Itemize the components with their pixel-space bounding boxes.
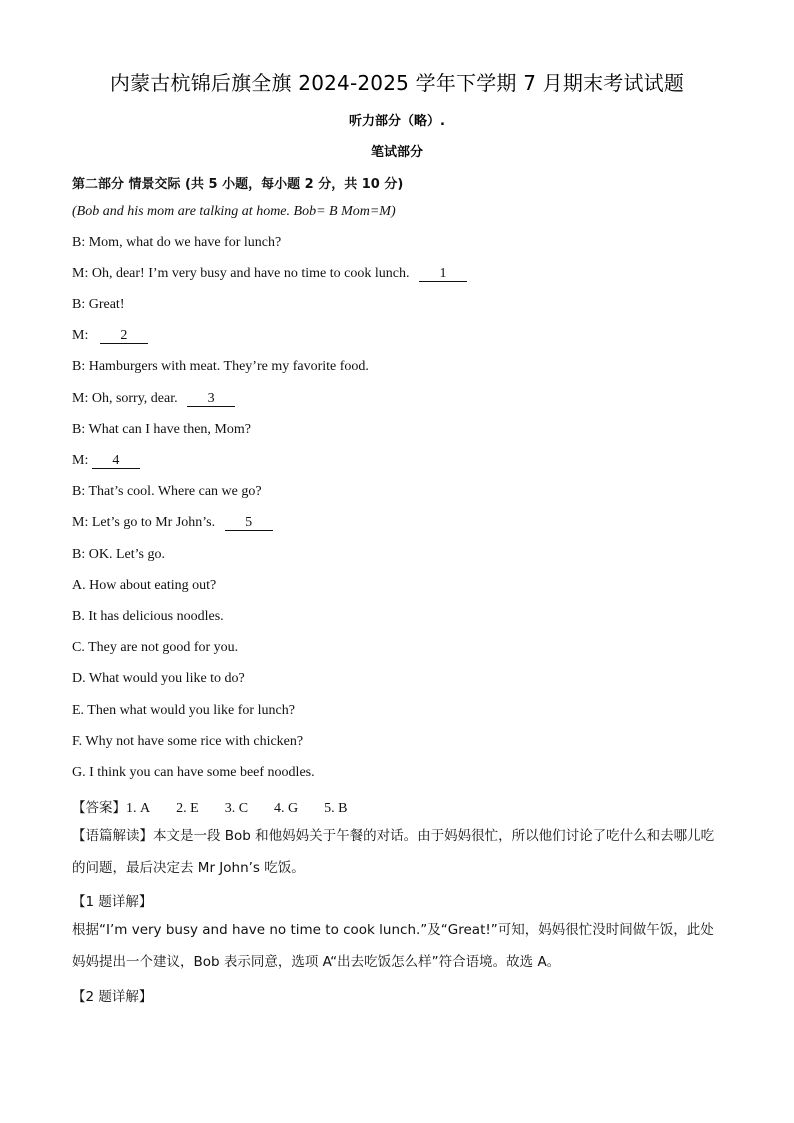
dialogue-text: B: That’s cool. Where can we go? xyxy=(72,484,262,499)
option-c: C. They are not good for you. xyxy=(72,640,239,655)
page-title: 内蒙古杭锦后旗全旗 2024-2025 学年下学期 7 月期末考试试题 xyxy=(109,71,685,95)
answer-item: 5. B xyxy=(324,801,348,816)
listening-section-title: 听力部分（略）. xyxy=(349,114,445,129)
dialogue-text: M: xyxy=(72,328,89,343)
dialogue-text: M: xyxy=(72,453,89,468)
answer-line xyxy=(72,796,374,817)
dialogue-text: B: Mom, what do we have for lunch? xyxy=(72,235,282,250)
dialogue-line-10 xyxy=(72,515,273,531)
answer-item: 3. C xyxy=(224,801,249,816)
option-g: G. I think you can have some beef noodles. xyxy=(72,765,315,780)
answer-blank-1[interactable]: 1 xyxy=(419,267,467,282)
option-b: B. It has delicious noodles. xyxy=(72,609,224,624)
dialogue-line-11 xyxy=(72,547,165,563)
analysis-label: 【语篇解读】 xyxy=(72,828,153,844)
answer-blank-3[interactable]: 3 xyxy=(187,392,235,407)
dialogue-line-7 xyxy=(72,422,251,438)
dialogue-text: B: OK. Let’s go. xyxy=(72,547,165,562)
q1-detail-label: 【1 题详解】 xyxy=(72,894,153,910)
answer-blank-5[interactable]: 5 xyxy=(225,516,273,531)
dialogue-text: B: Great! xyxy=(72,297,125,312)
dialogue-line-5 xyxy=(72,359,369,375)
dialogue-intro: (Bob and his mom are talking at home. Bob= B Mom=M) xyxy=(72,204,396,219)
answer-item: 2. E xyxy=(176,801,199,816)
answer-label: 【答案】 xyxy=(72,800,126,816)
dialogue-text: M: Let’s go to Mr John’s. xyxy=(72,515,216,530)
dialogue-line-8 xyxy=(72,453,140,469)
dialogue-text: M: Oh, dear! I’m very busy and have no time to cook lunch. xyxy=(72,266,410,281)
dialogue-line-3 xyxy=(72,297,124,313)
option-f: F. Why not have some rice with chicken? xyxy=(72,734,304,749)
dialogue-text: B: What can I have then, Mom? xyxy=(72,422,251,437)
q2-detail-label: 【2 题详解】 xyxy=(72,989,153,1005)
answer-blank-2[interactable]: 2 xyxy=(100,329,148,344)
dialogue-line-9 xyxy=(72,484,262,500)
q1-detail-text: 根据“I’m very busy and have no time to cook lunch.”及“Great!”可知，妈妈很忙没时间做午饭，此处妈妈提出一个建议，Bob 表示同意，选项 A“出去吃饭怎么样”符合语境。故选 A。 xyxy=(72,922,714,970)
dialogue-line-2 xyxy=(72,266,467,282)
analysis-text: 本文是一段 Bob 和他妈妈关于午餐的对话。由于妈妈很忙，所以他们讨论了吃什么和去哪儿吃的问题，最后决定去 Mr John’s 吃饭。 xyxy=(72,828,715,876)
option-a: A. How about eating out? xyxy=(72,578,217,593)
dialogue-text: B: Hamburgers with meat. They’re my favorite food. xyxy=(72,359,369,374)
passage-analysis xyxy=(72,820,722,884)
dialogue-text: M: Oh, sorry, dear. xyxy=(72,391,178,406)
dialogue-line-4 xyxy=(72,328,148,344)
dialogue-line-6 xyxy=(72,391,235,407)
dialogue-line-1 xyxy=(72,235,281,251)
written-section-title: 笔试部分 xyxy=(370,145,423,160)
answer-item: 1. A xyxy=(126,801,151,816)
answer-blank-4[interactable]: 4 xyxy=(92,454,140,469)
answer-item: 4. G xyxy=(274,801,299,816)
section-heading: 第二部分 情景交际 (共 5 小题，每小题 2 分，共 10 分) xyxy=(72,177,404,192)
option-d: D. What would you like to do? xyxy=(72,671,245,686)
option-e: E. Then what would you like for lunch? xyxy=(72,703,295,718)
